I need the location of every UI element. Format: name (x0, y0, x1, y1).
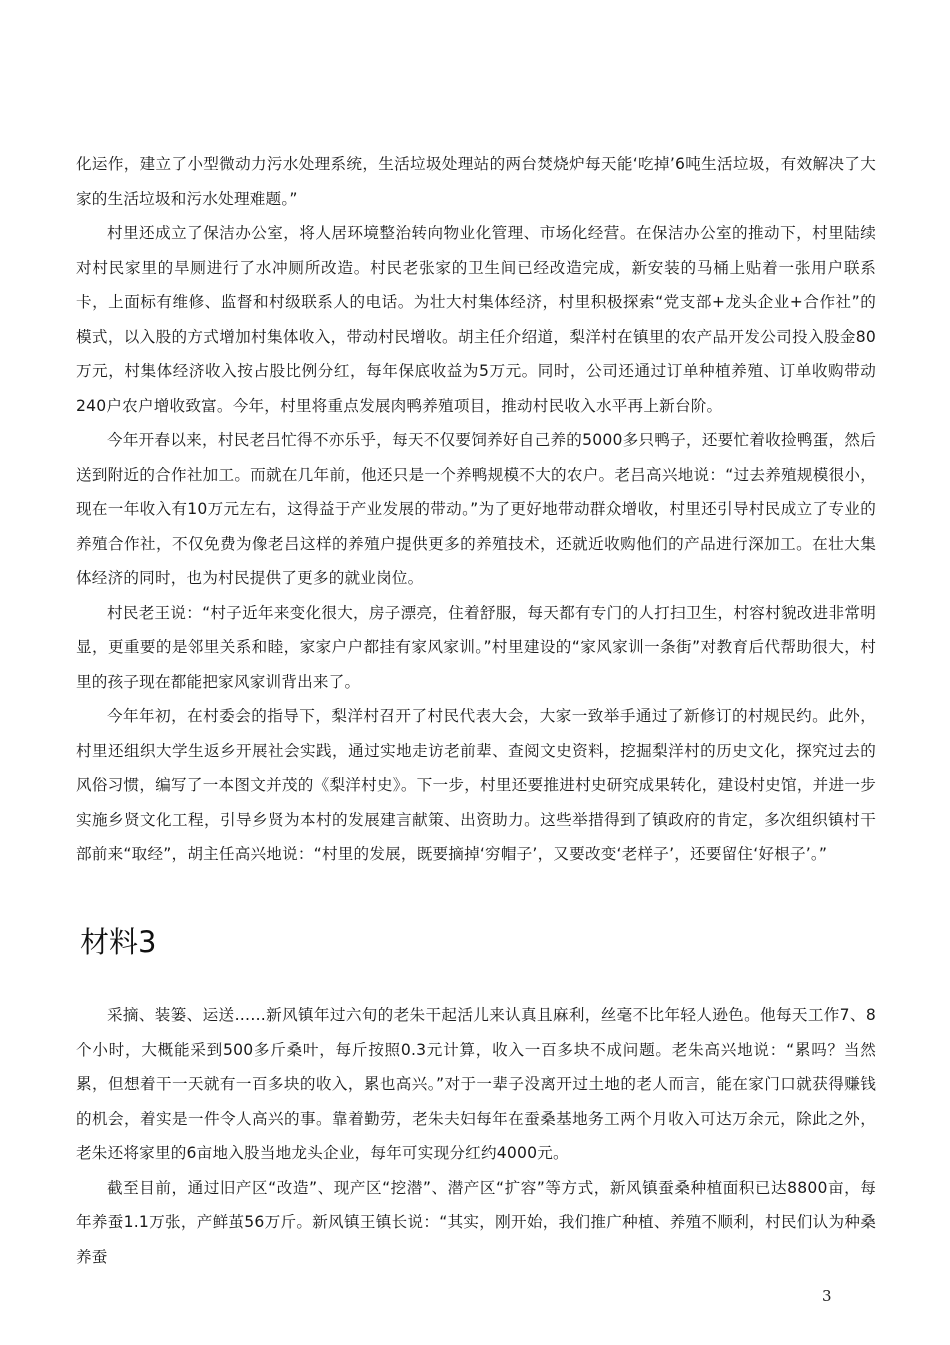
paragraph: 今年开春以来，村民老吕忙得不亦乐乎，每天不仅要饲养好自己养的5000多只鸭子，还要忙着收捡鸭蛋，然后送到附近的合作社加工。而就在几年前，他还只是一个养鸭规模不大的农户。老吕高兴地说：“过去养殖规模很小，现在一年收入有10万元左右，这得益于产业发展的带动。”为了更好地带动群众增收，村里还引导村民成立了专业的养殖合作社，不仅免费为像老吕这样的养殖户提供更多的养殖技术，还就近收购他们的产品进行深加工。在壮大集体经济的同时，也为村民提供了更多的就业岗位。 (76, 431, 876, 587)
section-heading: 材料3 (80, 925, 157, 959)
paragraph: 今年年初，在村委会的指导下，梨洋村召开了村民代表大会，大家一致举手通过了新修订的村规民约。此外，村里还组织大学生返乡开展社会实践，通过实地走访老前辈、查阅文史资料，挖掘梨洋村的历史文化，探究过去的风俗习惯，编写了一本图文并茂的《梨洋村史》。下一步，村里还要推进村史研究成果转化，建设村史馆，并进一步实施乡贤文化工程，引导乡贤为本村的发展建言献策、出资助力。这些举措得到了镇政府的肯定，多次组织镇村干部前来“取经”，胡主任高兴地说：“村里的发展，既要摘掉‘穷帽子’，又要改变‘老样子’，还要留住‘好根子’。” (76, 707, 876, 863)
paragraph: 采摘、装篓、运送……新风镇年过六旬的老朱干起活儿来认真且麻利，丝毫不比年轻人逊色。他每天工作7、8个小时，大概能采到500多斤桑叶，每斤按照0.3元计算，收入一百多块不成问题。老朱高兴地说：“累吗？当然累，但想着干一天就有一百多块的收入，累也高兴。”对于一辈子没离开过土地的老人而言，能在家门口就获得赚钱的机会，着实是一件令人高兴的事。靠着勤劳，老朱夫妇每年在蚕桑基地务工两个月收入可达万余元，除此之外，老朱还将家里的6亩地入股当地龙头企业，每年可实现分红约4000元。 (76, 1006, 876, 1162)
page-number: 3 (822, 1287, 832, 1305)
paragraph: 截至目前，通过旧产区“改造”、现产区“挖潜”、潜产区“扩容”等方式，新风镇蚕桑种植面积已达8800亩，每年养蚕1.1万张，产鲜茧56万斤。新风镇王镇长说：“其实，刚开始，我们推广种植、养殖不顺利，村民们认为种桑养蚕 (76, 1178, 876, 1266)
body-text-top (76, 147, 876, 872)
paragraph: 村民老王说：“村子近年来变化很大，房子漂亮，住着舒服，每天都有专门的人打扫卫生，村容村貌改进非常明显，更重要的是邻里关系和睦，家家户户都挂有家风家训。”村里建设的“家风家训一条街”对教育后代帮助很大，村里的孩子现在都能把家风家训背出来了。 (76, 603, 876, 691)
body-text-bottom (76, 998, 876, 1274)
paragraph: 化运作，建立了小型微动力污水处理系统，生活垃圾处理站的两台焚烧炉每天能‘吃掉’6吨生活垃圾，有效解决了大家的生活垃圾和污水处理难题。” (76, 155, 876, 208)
paragraph: 村里还成立了保洁办公室，将人居环境整治转向物业化管理、市场化经营。在保洁办公室的推动下，村里陆续对村民家里的旱厕进行了水冲厕所改造。村民老张家的卫生间已经改造完成，新安装的马桶上贴着一张用户联系卡，上面标有维修、监督和村级联系人的电话。为壮大村集体经济，村里积极探索“党支部+龙头企业+合作社”的模式，以入股的方式增加村集体收入，带动村民增收。胡主任介绍道，梨洋村在镇里的农产品开发公司投入股金80万元，村集体经济收入按占股比例分红，每年保底收益为5万元。同时，公司还通过订单种植养殖、订单收购带动240户农户增收致富。今年，村里将重点发展肉鸭养殖项目，推动村民收入水平再上新台阶。 (76, 224, 876, 415)
